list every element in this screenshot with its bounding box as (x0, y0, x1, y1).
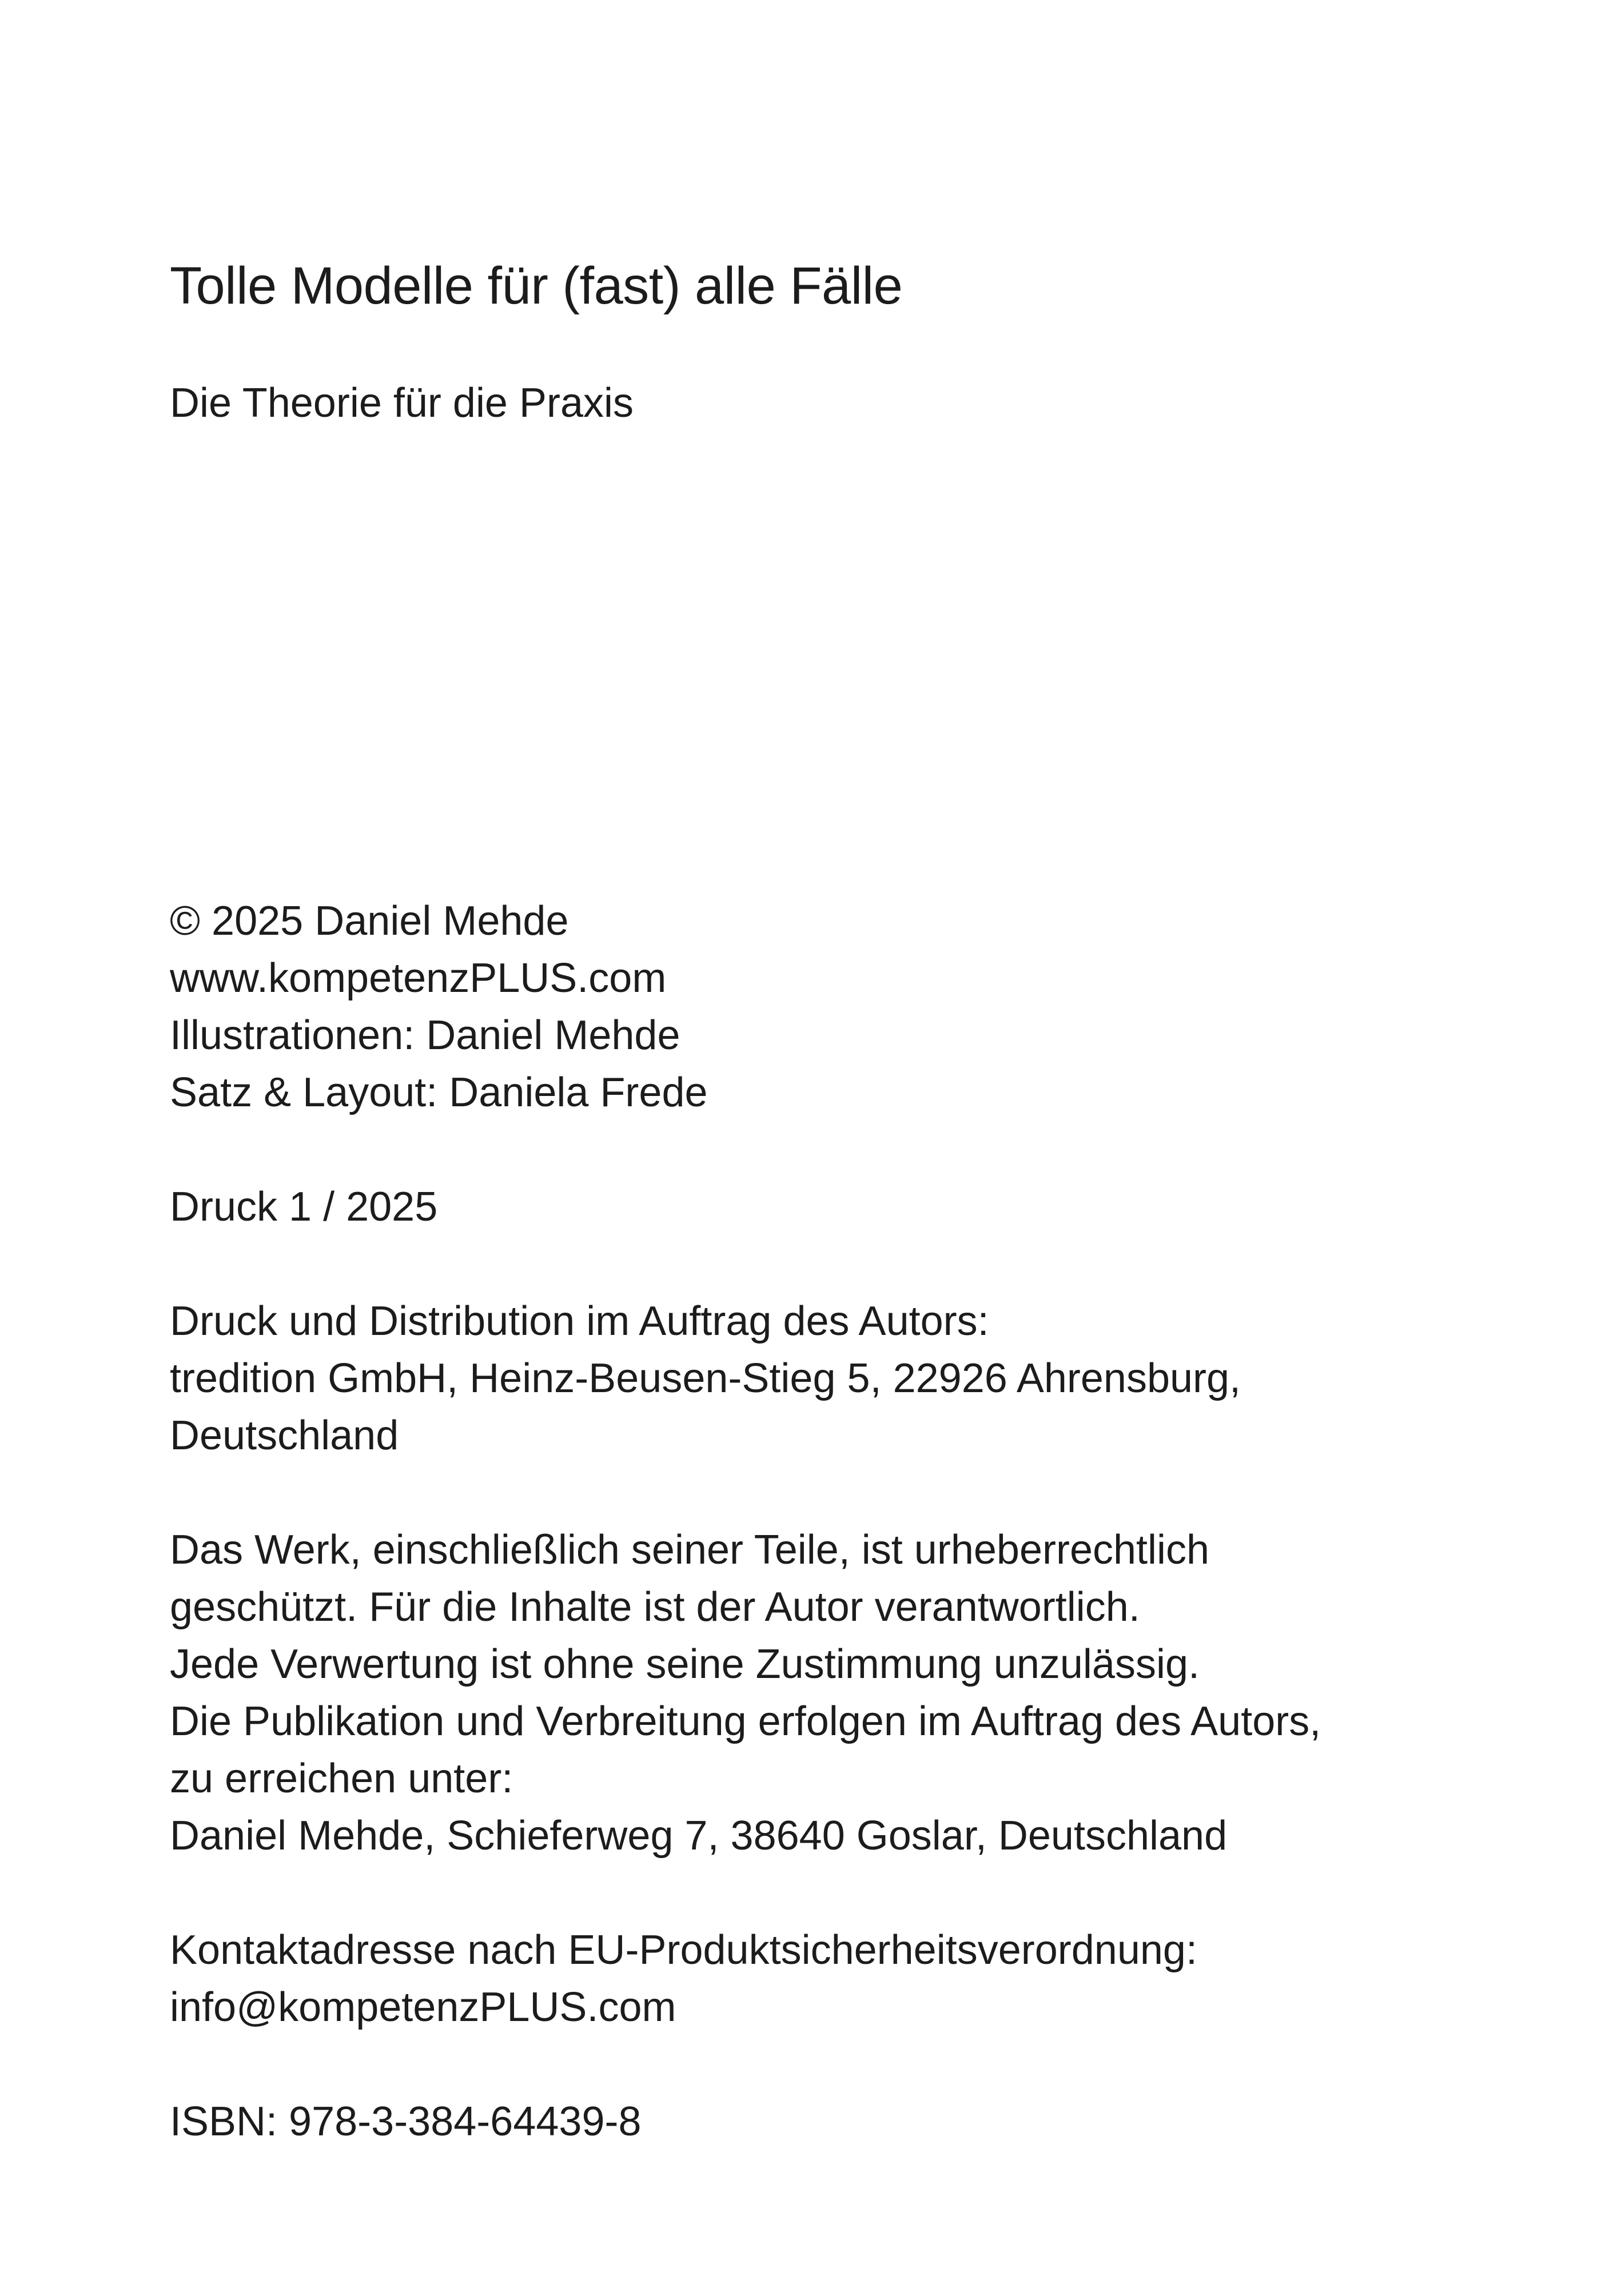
contact-line-1: Kontaktadresse nach EU-Produktsicherheitsverordnung: (170, 1927, 1197, 1973)
rights-line-4: Die Publikation und Verbreitung erfolgen im Auftrag des Autors, (170, 1699, 1321, 1744)
book-subtitle: Die Theorie für die Praxis (170, 380, 634, 426)
credits-block (170, 892, 1485, 1121)
website-line: www.kompetenzPLUS.com (170, 955, 667, 1001)
imprint-section (170, 892, 1485, 2207)
book-title: Tolle Modelle für (fast) alle Fälle (170, 257, 903, 315)
rights-line-5: zu erreichen unter: (170, 1756, 513, 1801)
contact-block (170, 1922, 1485, 2036)
rights-line-2: geschützt. Für die Inhalte ist der Autor verantwortlich. (170, 1584, 1140, 1630)
illustrations-credit: Illustrationen: Daniel Mehde (170, 1013, 680, 1058)
rights-line-6: Daniel Mehde, Schieferweg 7, 38640 Goslar, Deutschland (170, 1813, 1228, 1859)
isbn-block (170, 2093, 1485, 2150)
rights-line-1: Das Werk, einschließlich seiner Teile, ist urheberrechtlich (170, 1527, 1210, 1573)
copyright-line: © 2025 Daniel Mehde (170, 898, 569, 944)
distribution-line-3: Deutschland (170, 1413, 399, 1458)
print-edition: Druck 1 / 2025 (170, 1184, 438, 1230)
distribution-line-1: Druck und Distribution im Auftrag des Autors: (170, 1298, 989, 1344)
isbn-line: ISBN: 978-3-384-64439-8 (170, 2099, 642, 2144)
rights-line-3: Jede Verwertung ist ohne seine Zustimmung unzulässig. (170, 1641, 1200, 1687)
print-block (170, 1178, 1485, 1235)
distribution-block (170, 1293, 1485, 1464)
layout-credit: Satz & Layout: Daniela Frede (170, 1070, 708, 1115)
contact-email: info@kompetenzPLUS.com (170, 1984, 676, 2030)
distribution-line-2: tredition GmbH, Heinz-Beusen-Stieg 5, 22926 Ahrensburg, (170, 1356, 1241, 1401)
rights-block (170, 1521, 1485, 1864)
